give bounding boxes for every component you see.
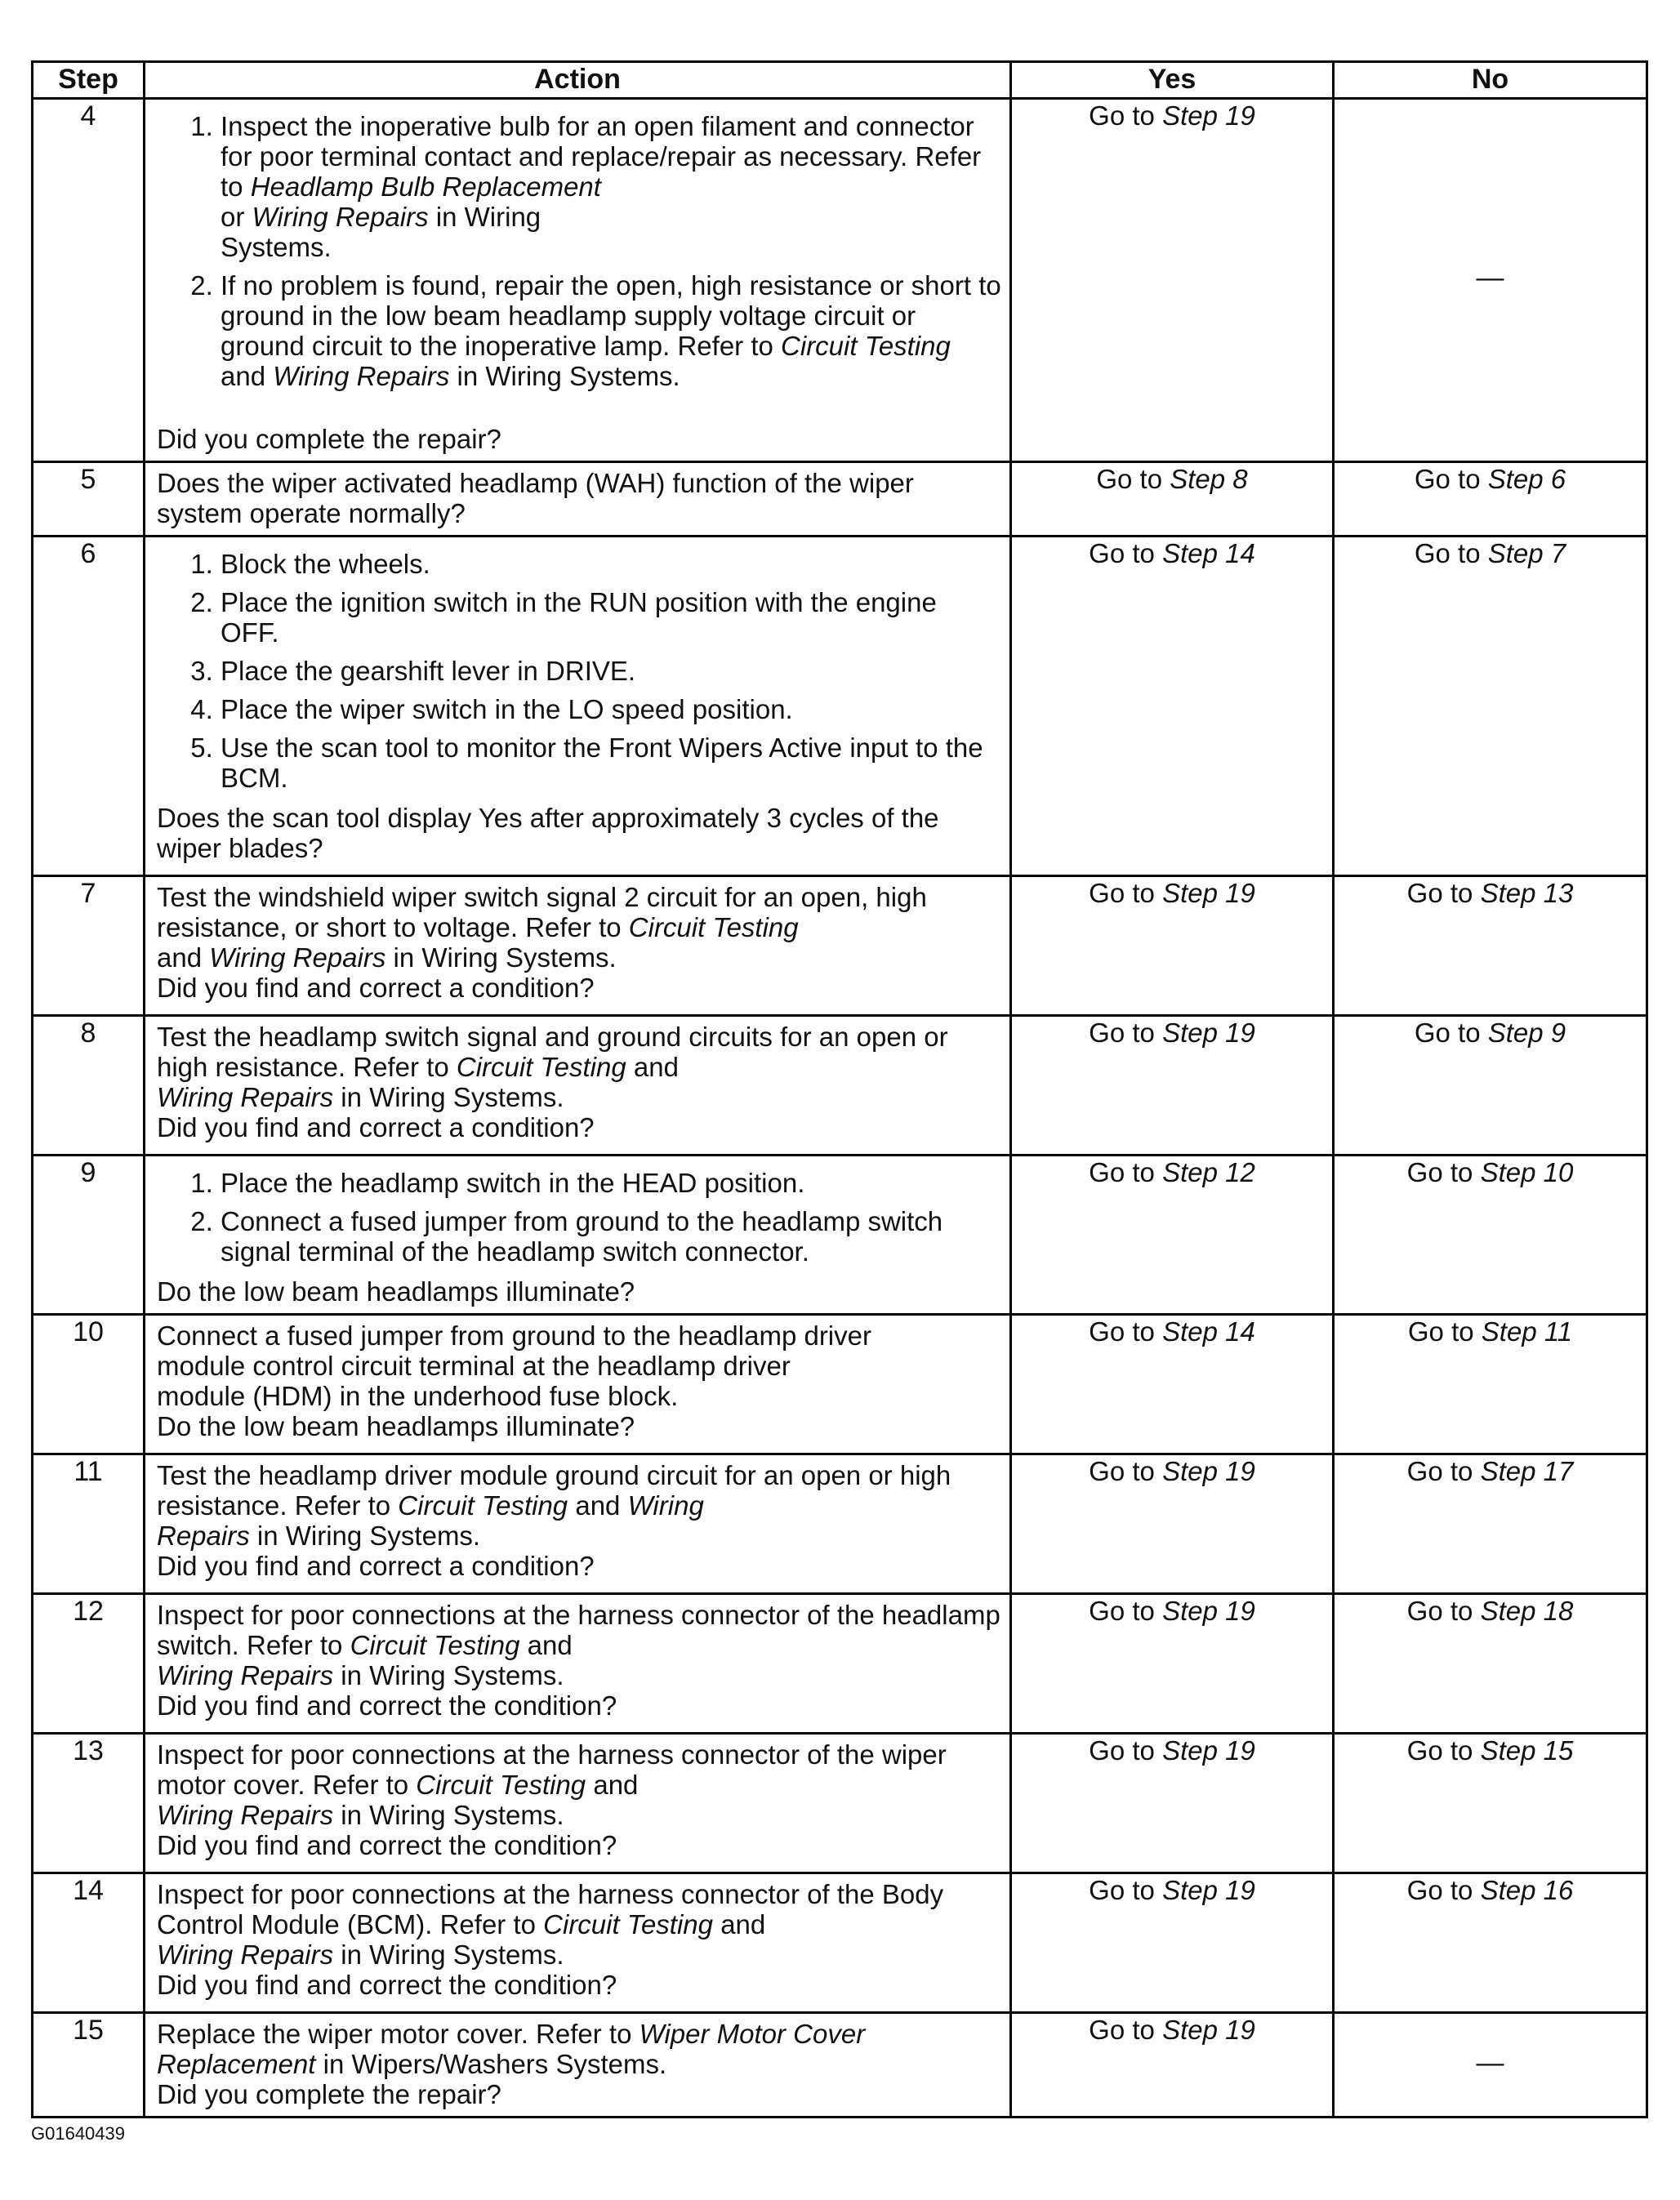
goto-step-ref: Step 19 [1162,878,1255,908]
goto-step-ref: Step 8 [1170,464,1248,494]
no-outcome [1334,1594,1647,1734]
step-number: 9 [33,1156,145,1315]
action-text: Connect a fused jumper from ground to the headlamp driver module control circuit terminal at the headlamp driver module (HDM) in the underhood fuse block. [157,1320,871,1411]
yes-outcome [1011,1016,1334,1156]
yes-outcome [1011,876,1334,1016]
goto-step-ref: Step 13 [1480,878,1574,908]
yes-outcome [1011,1734,1334,1873]
table-row [33,1156,1647,1315]
header-no: No [1334,62,1647,99]
action-cell [145,2013,1011,2118]
table-body [33,99,1647,2118]
action-text: Test the headlamp driver module ground circuit for an open or high resistance. Refer to Circuit Testing and Wiring Repairs in Wiring Systems. [157,1460,951,1551]
goto-text: Go to [1089,1596,1155,1626]
goto-text: Go to [1406,878,1473,908]
goto-step-ref: Step 10 [1480,1157,1574,1187]
action-step-item: 2. Connect a fused jumper from ground to the headlamp switch signal terminal of the headlamp switch connector. [221,1206,1001,1267]
action-cell [145,1156,1011,1315]
action-cell [145,99,1011,462]
action-steps-list [157,549,1001,793]
yes-outcome [1011,2013,1334,2118]
no-outcome [1334,1016,1647,1156]
table-header-row [33,62,1647,99]
action-question: Do the low beam headlamps illuminate? [157,1411,635,1441]
table-row [33,2013,1647,2118]
step-number: 13 [33,1734,145,1873]
goto-step-ref: Step 14 [1162,538,1255,568]
no-outcome: — [1334,2013,1647,2118]
step-number: 5 [33,462,145,537]
yes-outcome [1011,462,1334,537]
header-action: Action [145,62,1011,99]
goto-step-ref: Step 17 [1480,1456,1574,1486]
table-row [33,1734,1647,1873]
action-text: Does the wiper activated headlamp (WAH) function of the wiper system operate normally? [157,468,914,528]
no-outcome: — [1334,99,1647,462]
action-text: Test the headlamp switch signal and ground circuits for an open or high resistance. Refer to Circuit Testing and Wiring Repairs in Wiring Systems. [157,1022,948,1112]
action-cell [145,1016,1011,1156]
goto-step-ref: Step 14 [1162,1316,1255,1347]
goto-text: Go to [1089,878,1155,908]
table-row [33,1016,1647,1156]
goto-text: Go to [1406,1596,1473,1626]
table-row [33,1454,1647,1594]
step-number: 7 [33,876,145,1016]
goto-text: Go to [1414,464,1481,494]
goto-step-ref: Step 19 [1162,1596,1255,1626]
action-question: Did you find and correct a condition? [157,1551,595,1581]
action-step-item: 2. If no problem is found, repair the open, high resistance or short to ground in the low beam headlamp supply voltage circuit or ground circuit to the inoperative lamp. Refer to Circuit Testing and Wiring Repairs in Wiring Systems. [221,270,1001,391]
table-row [33,1873,1647,2013]
action-text: Test the windshield wiper switch signal 2 circuit for an open, high resistance, or short to voltage. Refer to Circuit Testing and Wiring Repairs in Wiring Systems. [157,882,927,973]
yes-outcome [1011,1454,1334,1594]
action-cell [145,462,1011,537]
action-steps-list [157,111,1001,391]
table-row [33,1594,1647,1734]
figure-code: G01640439 [31,2123,125,2144]
goto-step-ref: Step 19 [1162,1018,1255,1048]
action-question: Did you complete the repair? [157,424,501,454]
goto-text: Go to [1406,1456,1473,1486]
goto-text: Go to [1096,464,1163,494]
action-text: Inspect for poor connections at the harness connector of the wiper motor cover. Refer to Circuit Testing and Wiring Repairs in Wiring Systems. [157,1739,947,1830]
action-step-item: 5. Use the scan tool to monitor the Front Wipers Active input to the BCM. [221,733,1001,793]
action-question: Did you complete the repair? [157,2079,501,2109]
table-row [33,876,1647,1016]
action-step-item: 2. Place the ignition switch in the RUN position with the engine OFF. [221,587,1001,648]
goto-text: Go to [1406,1875,1473,1905]
action-question: Did you find and correct a condition? [157,973,595,1003]
no-outcome [1334,462,1647,537]
step-number: 10 [33,1315,145,1454]
goto-text: Go to [1414,1018,1481,1048]
no-outcome [1334,1454,1647,1594]
goto-step-ref: Step 11 [1481,1316,1573,1347]
action-question: Did you find and correct a condition? [157,1112,595,1142]
goto-step-ref: Step 7 [1487,538,1566,568]
step-number: 14 [33,1873,145,2013]
goto-step-ref: Step 19 [1162,100,1255,131]
goto-step-ref: Step 6 [1487,464,1566,494]
action-cell [145,1454,1011,1594]
step-number: 15 [33,2013,145,2118]
goto-text: Go to [1089,1018,1155,1048]
goto-step-ref: Step 18 [1480,1596,1574,1626]
action-cell [145,1594,1011,1734]
no-outcome [1334,1156,1647,1315]
action-step-item: 1. Place the headlamp switch in the HEAD position. [221,1168,1001,1198]
action-step-item: 1. Inspect the inoperative bulb for an open filament and connector for poor terminal contact and replace/repair as necessary. Refer to Headlamp Bulb Replacement or Wiring Repairs in Wiring Systems. [221,111,1001,262]
diagnostic-table [31,60,1648,2118]
action-step-item: 3. Place the gearshift lever in DRIVE. [221,656,1001,686]
step-number: 11 [33,1454,145,1594]
action-cell [145,537,1011,876]
goto-text: Go to [1407,1316,1474,1347]
action-question: Did you find and correct the condition? [157,1690,617,1721]
yes-outcome [1011,1873,1334,2013]
no-outcome [1334,1873,1647,2013]
action-step-item: 1. Block the wheels. [221,549,1001,579]
goto-step-ref: Step 19 [1162,2015,1255,2045]
goto-step-ref: Step 15 [1480,1735,1574,1766]
action-cell [145,1315,1011,1454]
table-row [33,99,1647,462]
no-outcome [1334,1315,1647,1454]
goto-text: Go to [1089,1316,1155,1347]
action-text: Inspect for poor connections at the harness connector of the Body Control Module (BCM). Refer to Circuit Testing and Wiring Repairs in Wiring Systems. [157,1879,944,1970]
action-question: Do the low beam headlamps illuminate? [157,1276,635,1307]
table-row [33,462,1647,537]
goto-text: Go to [1089,1735,1155,1766]
goto-step-ref: Step 9 [1487,1018,1566,1048]
goto-text: Go to [1089,1875,1155,1905]
action-text: Replace the wiper motor cover. Refer to Wiper Motor Cover Replacement in Wipers/Washers Systems. [157,2019,866,2079]
action-cell [145,1734,1011,1873]
goto-text: Go to [1089,1157,1155,1187]
goto-text: Go to [1089,538,1155,568]
header-step: Step [33,62,145,99]
goto-text: Go to [1089,1456,1155,1486]
goto-text: Go to [1089,100,1155,131]
action-steps-list [157,1168,1001,1267]
document-page [31,60,1646,2118]
no-outcome [1334,1734,1647,1873]
yes-outcome [1011,1315,1334,1454]
goto-text: Go to [1089,2015,1155,2045]
action-question: Did you find and correct the condition? [157,1830,617,1860]
yes-outcome [1011,537,1334,876]
goto-text: Go to [1414,538,1481,568]
action-question: Does the scan tool display Yes after approximately 3 cycles of the wiper blades? [157,803,939,863]
step-number: 8 [33,1016,145,1156]
step-number: 4 [33,99,145,462]
goto-step-ref: Step 12 [1162,1157,1255,1187]
table-row [33,537,1647,876]
goto-step-ref: Step 16 [1480,1875,1574,1905]
action-question: Did you find and correct the condition? [157,1970,617,2000]
goto-text: Go to [1406,1735,1473,1766]
header-yes: Yes [1011,62,1334,99]
action-cell [145,876,1011,1016]
no-outcome [1334,537,1647,876]
action-text: Inspect for poor connections at the harness connector of the headlamp switch. Refer to Circuit Testing and Wiring Repairs in Wiring Systems. [157,1600,1000,1690]
step-number: 12 [33,1594,145,1734]
goto-step-ref: Step 19 [1162,1875,1255,1905]
action-cell [145,1873,1011,2013]
yes-outcome [1011,1594,1334,1734]
goto-text: Go to [1406,1157,1473,1187]
goto-step-ref: Step 19 [1162,1735,1255,1766]
step-number: 6 [33,537,145,876]
action-step-item: 4. Place the wiper switch in the LO speed position. [221,694,1001,724]
yes-outcome [1011,99,1334,462]
table-row [33,1315,1647,1454]
no-outcome [1334,876,1647,1016]
goto-step-ref: Step 19 [1162,1456,1255,1486]
yes-outcome [1011,1156,1334,1315]
